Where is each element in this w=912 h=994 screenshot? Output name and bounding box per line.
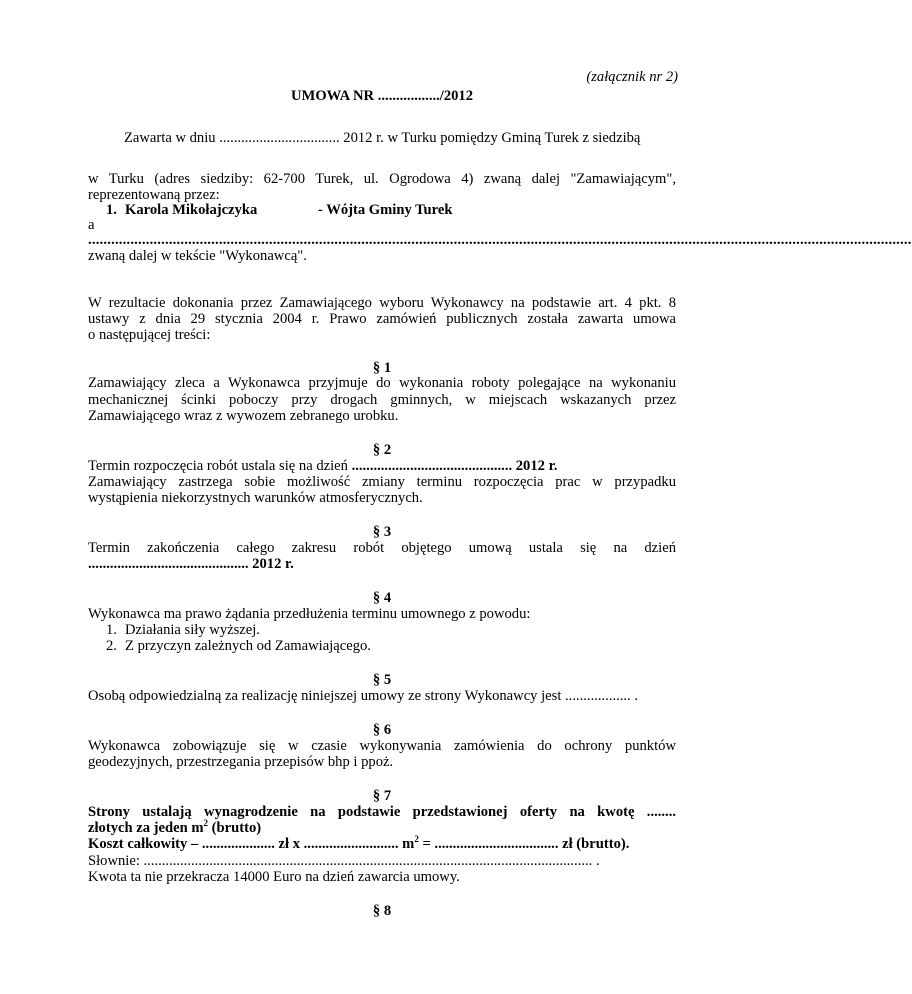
representative-number: 1. — [106, 202, 117, 218]
section-6-line-1: Wykonawca zobowiązuje się w czasie wykonywania zamówienia do ochrony punktów — [88, 738, 676, 754]
preamble-line-2: ustawy z dnia 29 stycznia 2004 r. Prawo zamówień publicznych została zawarta umowa — [88, 311, 676, 327]
section-2-start-date: ............................................ 2012 r. — [351, 458, 558, 474]
section-4-item-1-number: 1. — [106, 622, 117, 638]
section-1-line-3: Zamawiającego wraz z wywozem zebranego urobku. — [88, 408, 399, 424]
section-3-line-1: Termin zakończenia całego zakresu robót objętego umową ustala się na dzień — [88, 540, 676, 556]
contractor-designation: zwaną dalej w tekście "Wykonawcą". — [88, 248, 307, 264]
section-3-heading: § 3 — [372, 524, 392, 540]
section-2-heading: § 2 — [372, 442, 392, 458]
section-4-item-2-number: 2. — [106, 638, 117, 654]
section-6-line-2: geodezyjnych, przestrzegania przepisów bhp i ppoż. — [88, 754, 394, 770]
section-7-heading: § 7 — [372, 788, 392, 804]
superscript-2: 2 — [203, 818, 209, 829]
section-7-line-5: Kwota ta nie przekracza 14000 Euro na dzień zawarcia umowy. — [88, 869, 460, 885]
section-5-heading: § 5 — [372, 672, 392, 688]
section-7-line-3 — [88, 836, 629, 853]
section-2-line-2: Zamawiający zastrzega sobie możliwość zmiany terminu rozpoczęcia prac w przypadku — [88, 474, 676, 490]
preamble-line-1: W rezultacie dokonania przez Zamawiającego wyboru Wykonawcy na podstawie art. 4 pkt. 8 — [88, 295, 676, 311]
superscript-2: 2 — [414, 834, 419, 845]
section-7-total-brutto: = .................................. zł (brutto). — [418, 836, 630, 852]
section-2-line-1 — [88, 458, 557, 475]
section-7-unit-price-label: złotych za jeden m — [88, 820, 204, 836]
section-2-start-text: Termin rozpoczęcia robót ustala się na dzień — [88, 458, 352, 474]
section-4-item-1: Działania siły wyższej. — [125, 622, 260, 638]
section-4-heading: § 4 — [372, 590, 392, 606]
attachment-label: (załącznik nr 2) — [586, 69, 678, 85]
section-4-line-1: Wykonawca ma prawo żądania przedłużenia terminu umownego z powodu: — [88, 606, 531, 622]
intro-line-2: w Turku (adres siedziby: 62-700 Turek, ul. Ogrodowa 4) zwaną dalej "Zamawiającym", — [88, 171, 676, 187]
representative-role: - Wójta Gminy Turek — [318, 202, 453, 218]
section-1-line-1: Zamawiający zleca a Wykonawca przyjmuje do wykonania roboty polegające na wykonaniu — [88, 375, 676, 391]
representative-name: Karola Mikołajczyka — [125, 202, 258, 218]
preamble-line-3: o następującej treści: — [88, 327, 211, 343]
section-7-line-4: Słownie: ........................................................................................................................... . — [88, 853, 600, 869]
contractor-dotted-line: ...................................................................................................................................................................................................................... — [88, 232, 912, 248]
section-5-line-1: Osobą odpowiedzialną za realizację niniejszej umowy ze strony Wykonawcy jest .................. . — [88, 688, 639, 704]
conjunction-a: a — [88, 217, 95, 233]
section-7-line-1: Strony ustalają wynagrodzenie na podstawie przedstawionej oferty na kwotę ........ — [88, 804, 676, 820]
section-1-heading: § 1 — [372, 360, 392, 376]
section-3-end-date: ............................................ 2012 r. — [88, 556, 294, 572]
section-7-brutto: (brutto) — [208, 820, 262, 836]
section-1-line-2: mechanicznej ścinki poboczy przy drogach gminnych, w miejscach wskazanych przez — [88, 392, 676, 408]
section-7-total-cost: Koszt całkowity – .................... zł x .......................... m — [88, 836, 415, 852]
intro-line-1: Zawarta w dniu ................................. 2012 r. w Turku pomiędzy Gminą Turek z siedzibą — [124, 130, 641, 146]
section-6-heading: § 6 — [372, 722, 392, 738]
section-7-line-2 — [88, 820, 261, 837]
section-4-item-2: Z przyczyn zależnych od Zamawiającego. — [125, 638, 371, 654]
section-8-heading: § 8 — [372, 903, 392, 919]
contract-title: UMOWA NR ................./2012 — [291, 88, 474, 104]
intro-line-3: reprezentowaną przez: — [88, 187, 220, 203]
section-2-line-3: wystąpienia niekorzystnych warunków atmosferycznych. — [88, 490, 423, 506]
